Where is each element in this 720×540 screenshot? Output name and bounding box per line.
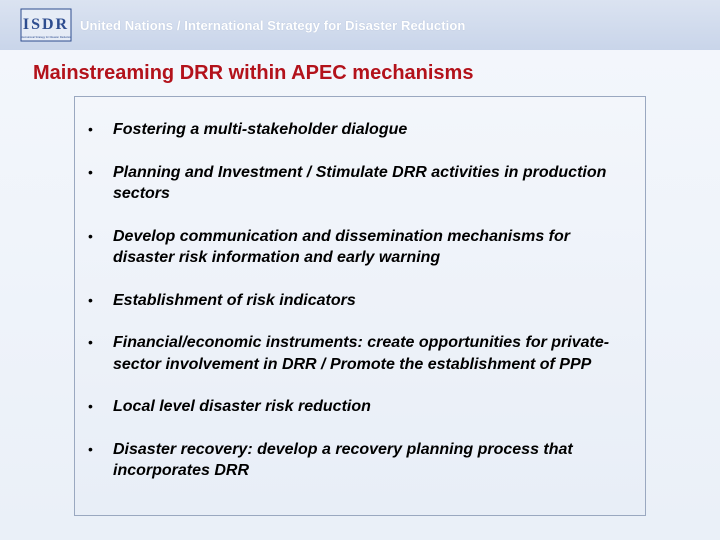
header-title: United Nations / International Strategy for Disaster Reduction [80,18,466,33]
bullet-text: Financial/economic instruments: create opportunities for private-sector involvement in DRR / Promote the establishment of PPP [113,334,610,373]
bullet-item [75,332,647,375]
bullet-text: Local level disaster risk reduction [113,398,371,415]
content-box [74,96,646,516]
bullet-item [75,290,647,312]
bullet-list [75,119,647,503]
bullet-marker: • [88,334,93,350]
bullet-item [75,396,647,418]
bullet-item [75,162,647,205]
bullet-text: Fostering a multi-stakeholder dialogue [113,121,408,138]
bullet-text: Develop communication and dissemination mechanisms for disaster risk information and early warning [113,227,570,266]
bullet-item [75,439,647,482]
logo-text: ISDR [22,16,70,33]
bullet-item [75,119,647,141]
bullet-marker: • [88,227,93,244]
isdr-logo [20,8,72,42]
bullet-marker: • [88,291,93,308]
header-band [0,0,720,50]
bullet-text: Disaster recovery: develop a recovery planning process that incorporates DRR [113,440,573,479]
bullet-text: Planning and Investment / Stimulate DRR activities in production sectors [113,163,607,202]
bullet-text: Establishment of risk indicators [113,291,356,309]
bullet-marker: • [88,163,93,180]
bullet-marker: • [88,398,93,414]
slide-title: Mainstreaming DRR within APEC mechanisms [33,62,474,84]
bullet-marker: • [88,440,93,457]
bullet-marker: • [88,121,93,137]
logo-subtext: International Strategy for Disaster Reduction [20,36,72,39]
bullet-item [75,226,647,269]
